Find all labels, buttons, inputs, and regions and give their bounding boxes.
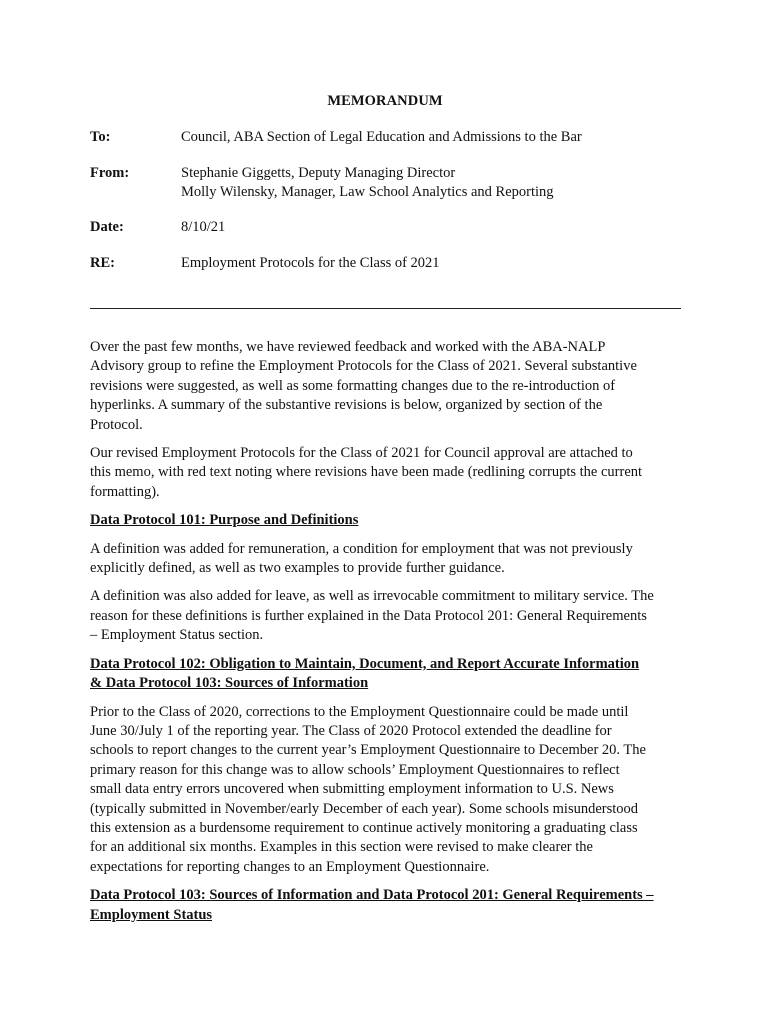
text-line: small data entry errors uncovered when submitting employment information to U.S. News xyxy=(90,781,614,798)
to-label: To: xyxy=(90,129,111,145)
text-line: explicitly defined, as well as two examples to provide further guidance. xyxy=(90,560,505,577)
from-label: From: xyxy=(90,165,130,181)
re-label: RE: xyxy=(90,255,115,271)
memo-body xyxy=(90,338,684,934)
text-line: revisions were suggested, as well as some formatting changes due to the re-introduction of xyxy=(90,377,616,394)
section-101-paragraph-1 xyxy=(90,540,684,579)
heading-line: & Data Protocol 103: Sources of Information xyxy=(90,675,369,692)
text-line: Advisory group to refine the Employment Protocols for the Class of 2021. Several substantive xyxy=(90,358,637,375)
text-line: reason for these definitions is further explained in the Data Protocol 201: General Requirements xyxy=(90,607,647,624)
from-line: Molly Wilensky, Manager, Law School Analytics and Reporting xyxy=(181,184,554,200)
section-101-paragraph-2 xyxy=(90,587,684,645)
text-line: expectations for reporting changes to an Employment Questionnaire. xyxy=(90,858,490,875)
section-102-heading xyxy=(90,655,684,694)
from-line: Stephanie Giggetts, Deputy Managing Director xyxy=(181,165,456,181)
text-line: this extension as a burdensome requirement to continue actively monitoring a graduating class xyxy=(90,819,638,836)
heading-line: Employment Status xyxy=(90,906,213,923)
to-value: Council, ABA Section of Legal Education and Admissions to the Bar xyxy=(181,129,582,145)
text-line: A definition was added for remuneration, a condition for employment that was not previously xyxy=(90,540,633,557)
heading-line: Data Protocol 102: Obligation to Maintain, Document, and Report Accurate Information xyxy=(90,655,640,672)
intro-paragraph-2 xyxy=(90,444,684,502)
text-line: hyperlinks. A summary of the substantive revisions is below, organized by section of the xyxy=(90,397,603,414)
re-value: Employment Protocols for the Class of 2021 xyxy=(181,255,440,271)
memo-title: MEMORANDUM xyxy=(327,93,443,109)
date-label: Date: xyxy=(90,219,124,235)
from-value xyxy=(181,164,554,202)
intro-paragraph-1 xyxy=(90,338,684,435)
section-102-paragraph xyxy=(90,703,684,878)
text-line: this memo, with red text noting where revisions have been made (redlining corrupts the current xyxy=(90,464,643,481)
text-line: June 30/July 1 of the reporting year. The Class of 2020 Protocol extended the deadline for xyxy=(90,722,612,739)
date-value: 8/10/21 xyxy=(181,219,226,235)
text-line: (typically submitted in November/early December of each year). Some schools misunderstood xyxy=(90,800,639,817)
text-line: formatting). xyxy=(90,483,160,500)
section-103-heading xyxy=(90,886,684,925)
text-line: A definition was also added for leave, as well as irrevocable commitment to military service. The xyxy=(90,588,654,605)
text-line: Protocol. xyxy=(90,416,143,433)
text-line: Our revised Employment Protocols for the Class of 2021 for Council approval are attached to xyxy=(90,445,633,462)
text-line: for an additional six months. Examples in this section were revised to make clearer the xyxy=(90,839,593,856)
text-line: – Employment Status section. xyxy=(90,627,264,644)
text-line: primary reason for this change was to allow schools’ Employment Questionnaires to reflect xyxy=(90,761,620,778)
section-101-heading: Data Protocol 101: Purpose and Definitions xyxy=(90,512,359,529)
text-line: Over the past few months, we have reviewed feedback and worked with the ABA-NALP xyxy=(90,339,606,355)
text-line: schools to report changes to the current year’s Employment Questionnaire to December 20. The xyxy=(90,742,646,759)
header-divider xyxy=(90,308,681,309)
text-line: Prior to the Class of 2020, corrections to the Employment Questionnaire could be made until xyxy=(90,703,629,720)
heading-line: Data Protocol 103: Sources of Information and Data Protocol 201: General Requirements – xyxy=(90,887,654,904)
